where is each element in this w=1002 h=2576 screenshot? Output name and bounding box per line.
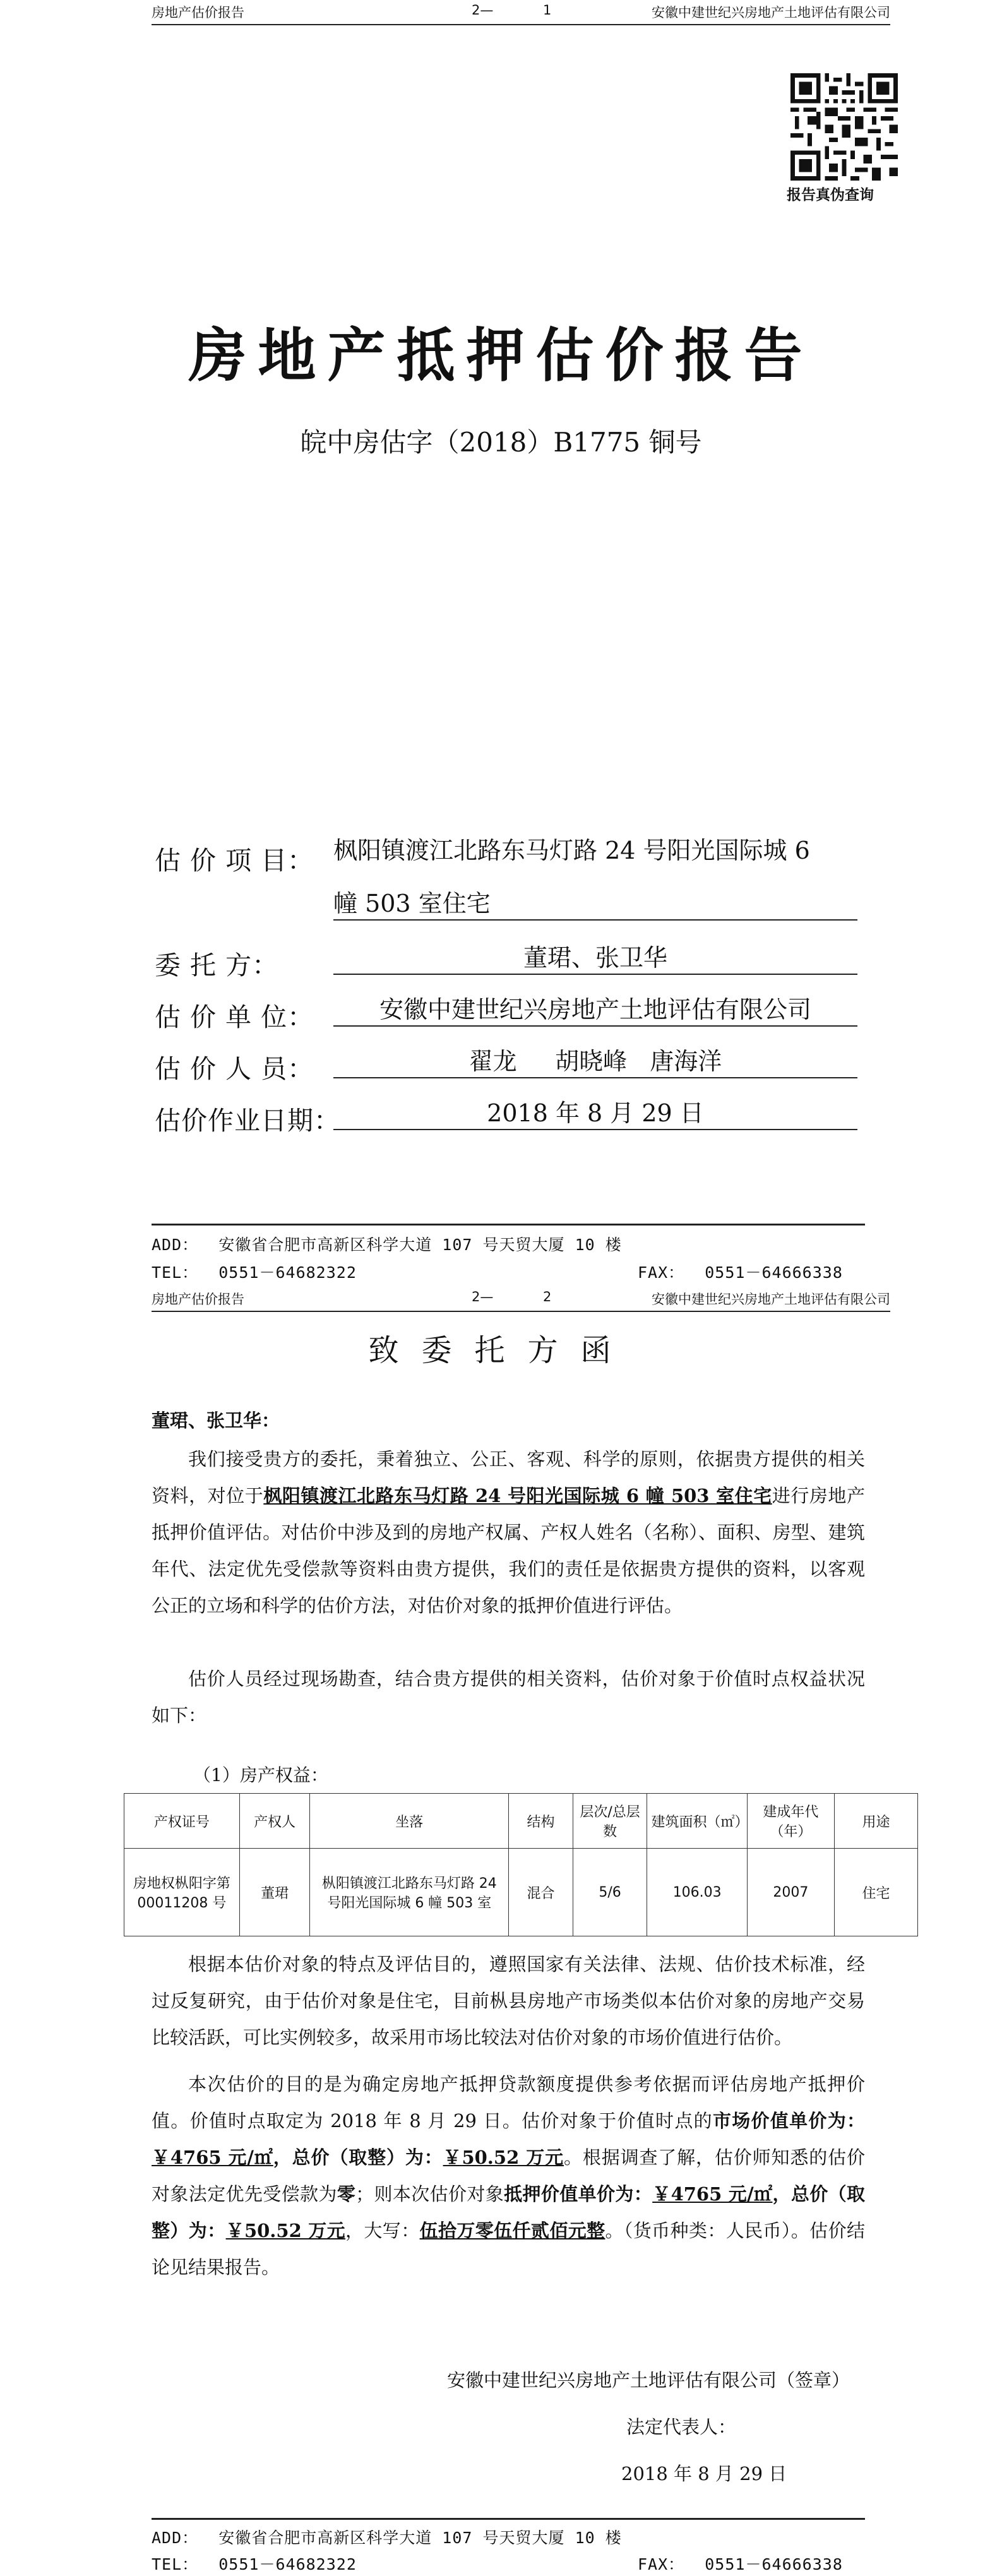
table-header: 建筑面积（㎡） (647, 1794, 747, 1849)
footer-fax: FAX： 0551－64666338 (638, 1263, 843, 1282)
table-cell: 房地权枞阳字第00011208 号 (124, 1849, 240, 1936)
page2-header (152, 1287, 890, 1312)
footer-address: ADD： 安徽省合肥市高新区科学大道 107 号天贸大厦 10 楼 (152, 2529, 622, 2547)
field-value-appraiser-org: 安徽中建世纪兴房地产土地评估有限公司 (333, 994, 857, 1027)
signature-date: 2018 年 8 月 29 日 (621, 2463, 787, 2484)
qr-code-icon[interactable] (790, 73, 898, 181)
paragraph-method (152, 1946, 865, 2056)
para4-text-a: 本次估价的目的是为确定房地产抵押贷款额度提供参考依据而评估房地产抵押价值。价值时点取定为 2018 年 8 月 29 日。估价对象于价值时点的 (152, 2073, 865, 2132)
paragraph-survey (152, 1661, 865, 1734)
table-header: 结构 (509, 1794, 573, 1849)
table-header: 产权证号 (124, 1794, 240, 1849)
market-total-label: ，总价（取整）为： (273, 2147, 443, 2168)
report-number: 皖中房估字（2018）B1775 铜号 (300, 427, 702, 458)
market-total-price: ￥50.52 万元 (443, 2147, 564, 2168)
para1-text-c: 进行房地产抵押价值评估。对估价中涉及到的房地产权属、产权人姓名（名称）、面积、房型、建筑年代、法定优先受偿款等资料由贵方提供，我们的责任是依据贵方提供的资料，以客观公正的立场和科学的估价方法，对估价对象的抵押价值进行评估。 (152, 1485, 865, 1616)
page1-header (152, 0, 890, 25)
para4-text-o: 。（货币种类：人民币）。估价结论见结果报告。 (152, 2220, 865, 2278)
paragraph-entrustment (152, 1441, 865, 1624)
para4-text-m: ，大写： (345, 2220, 420, 2241)
qr-caption: 报告真伪查询 (787, 187, 874, 203)
table-header: 建成年代（年） (747, 1794, 834, 1849)
table-row (124, 1849, 918, 1936)
mortgage-unit-price-label: 抵押价值单价为： (504, 2183, 653, 2205)
mortgage-total-price: ￥50.52 万元 (225, 2220, 346, 2241)
mortgage-total-label: ，总价（取整）为： (152, 2183, 865, 2241)
para4-text-f: 。根据调查了解，估价师知悉的估价对象法定优先受偿款为 (152, 2147, 865, 2205)
header-page-total: 2— (472, 3, 494, 18)
field-label-appraisers: 估 价 人 员： (155, 1054, 314, 1084)
footer-divider (152, 2518, 865, 2520)
para1-text-a: 我们接受贵方的委托，秉着独立、公正、客观、科学的原则，依据贵方提供的相关资料，对位于 (152, 1448, 865, 1506)
priority-payment-value: 零 (337, 2183, 356, 2205)
property-rights-label: （1）房产权益： (193, 1765, 328, 1786)
table-header: 坐落 (310, 1794, 509, 1849)
table-cell: 枞阳镇渡江北路东马灯路 24 号阳光国际城 6 幢 503 室 (310, 1849, 509, 1936)
table-header: 层次/总层数 (573, 1794, 647, 1849)
field-value-appraisers: 翟龙 胡晓峰 唐海洋 (333, 1046, 857, 1078)
table-cell: 106.03 (647, 1849, 747, 1936)
table-cell: 2007 (747, 1849, 834, 1936)
table-cell: 住宅 (834, 1849, 917, 1936)
header-doc-type: 房地产估价报告 (152, 5, 244, 20)
table-cell: 董珺 (239, 1849, 310, 1936)
market-unit-price: ￥4765 元/㎡ (152, 2147, 273, 2168)
report-title: 房地产抵押估价报告 (188, 321, 814, 390)
field-value-work-date: 2018 年 8 月 29 日 (333, 1097, 857, 1130)
para2-text: 估价人员经过现场勘查，结合贵方提供的相关资料，估价对象于价值时点权益状况如下： (152, 1668, 865, 1726)
table-cell: 混合 (509, 1849, 573, 1936)
letter-title: 致委托方函 (368, 1333, 634, 1368)
para4-text-h: ；则本次估价对象 (355, 2183, 504, 2205)
signature-legal-rep: 法定代表人： (626, 2416, 737, 2438)
header-company: 安徽中建世纪兴房地产土地评估有限公司 (652, 5, 890, 20)
field-value-client: 董珺、张卫华 (333, 942, 857, 975)
mortgage-unit-price: ￥4765 元/㎡ (652, 2183, 773, 2205)
footer-tel: TEL： 0551－64682322 (152, 1263, 357, 1282)
field-label-project: 估 价 项 目： (155, 845, 314, 876)
para3-text: 根据本估价对象的特点及评估目的，遵照国家有关法律、法规、估价技术标准，经过反复研究，由于估价对象是住宅，目前枞县房地产市场类似本估价对象的房地产交易比较活跃，可比实例较多，故采用市场比较法对估价对象的市场价值进行估价。 (152, 1953, 865, 2048)
letter-salutation: 董珺、张卫华： (152, 1410, 280, 1431)
property-address: 枫阳镇渡江北路东马灯路 24 号阳光国际城 6 幢 503 室住宅 (263, 1485, 772, 1506)
signature-company: 安徽中建世纪兴房地产土地评估有限公司（签章） (447, 2370, 850, 2391)
field-label-client: 委 托 方： (155, 950, 279, 981)
paragraph-valuation-result (152, 2066, 865, 2286)
footer-tel: TEL： 0551－64682322 (152, 2555, 357, 2573)
field-value-project-line1: 枫阳镇渡江北路东马灯路 24 号阳光国际城 6 (333, 837, 810, 864)
table-header: 产权人 (239, 1794, 310, 1849)
field-label-appraiser-org: 估 价 单 位： (155, 1002, 314, 1032)
header-page-total: 2— (472, 1289, 494, 1304)
header-company: 安徽中建世纪兴房地产土地评估有限公司 (652, 1292, 890, 1307)
header-page-number: 2 (543, 1289, 552, 1304)
field-value-project-line2: 幢 503 室住宅 (333, 888, 857, 921)
footer-divider (152, 1224, 865, 1225)
table-header-row (124, 1794, 918, 1849)
field-label-work-date: 估价作业日期： (155, 1106, 340, 1136)
amount-in-words: 伍拾万零伍仟贰佰元整 (419, 2220, 605, 2241)
footer-fax: FAX： 0551－64666338 (638, 2555, 843, 2573)
property-rights-table (124, 1793, 918, 1936)
table-cell: 5/6 (573, 1849, 647, 1936)
header-doc-type: 房地产估价报告 (152, 1292, 244, 1307)
table-header: 用途 (834, 1794, 917, 1849)
footer-address: ADD： 安徽省合肥市高新区科学大道 107 号天贸大厦 10 楼 (152, 1236, 622, 1254)
header-page-number: 1 (543, 3, 552, 18)
market-unit-price-label: 市场价值单价为： (712, 2110, 865, 2132)
